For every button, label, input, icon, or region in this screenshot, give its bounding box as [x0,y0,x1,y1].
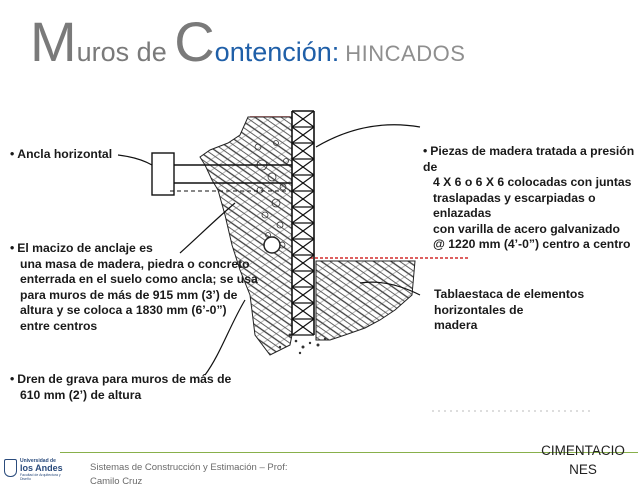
logo-line3: Facultad de Arquitectura y Diseño [20,473,61,481]
drain-pipe [264,237,280,253]
university-logo [2,458,66,479]
title-c-cap: C [174,10,215,73]
title-c-rest: ontención: [214,37,340,67]
course-line2: Camilo Cruz [90,476,143,487]
title-m-rest: uros de [76,37,175,67]
course-line1: Sistemas de Construcción y Estimación – Prof: [90,462,288,473]
label-piezas: • Piezas de madera tratada a presión de 4 X 6 o 6 X 6 colocadas con juntas traslapadas y escarpiadas o enlazadas con varilla de acero galvanizado @ 1220 mm (4’-0”) centro a centro [423,144,635,251]
logo-line1: Universidad de [20,458,56,464]
course-footer [90,461,300,489]
label-dren: • Dren de grava para muros de más de 610 mm (2’) de altura [10,372,232,402]
label-macizo: • El macizo de anclaje es una masa de madera, piedra o concreto enterrada en el suelo como ancla; se usa para muros de más de 915 mm (3’) de altura y se coloca a 1830 mm (6’-0”) entre centros [10,241,258,333]
crest-icon [4,459,17,477]
label-ancla: • Ancla horizontal [10,147,113,161]
label-tablaestaca: Tablaestaca de elementos horizontales de madera [434,287,585,332]
title-hincados: HINCADOS [345,41,466,66]
slide-title [30,10,466,73]
title-m-cap: M [30,10,77,73]
logo-line2: los Andes [20,463,63,473]
section-tag: CIMENTACIONES [541,443,625,477]
